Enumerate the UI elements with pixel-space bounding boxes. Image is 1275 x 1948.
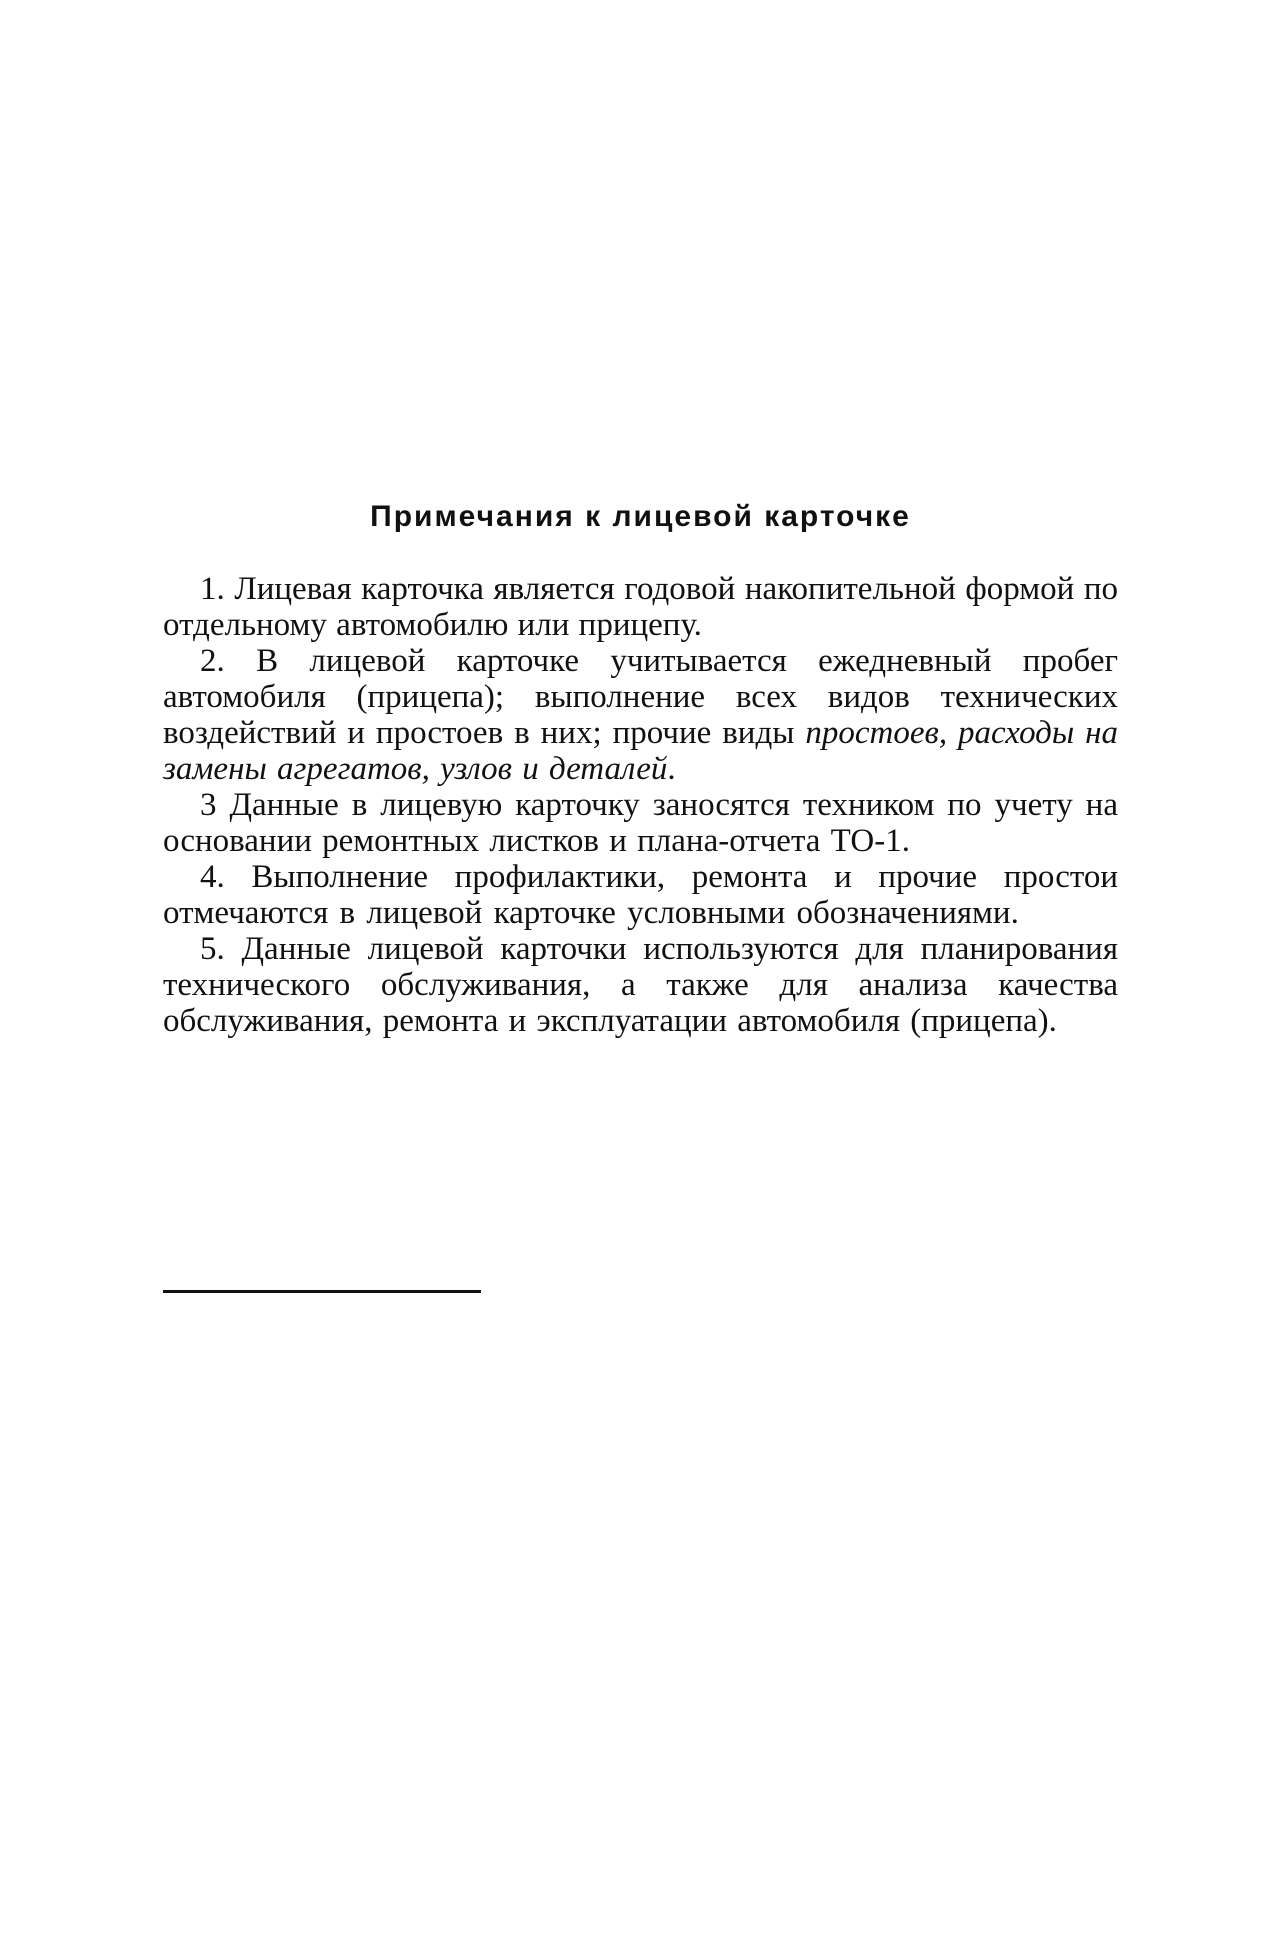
note-5: 5. Данные лицевой карточки используются для планирования технического обслуживания, а также для анализа качества обслуживания, ремонта и эксплуатации автомобиля (прицепа). <box>163 931 1118 1039</box>
note-4: 4. Выполнение профилактики, ремонта и прочие простои отмечаются в лицевой карточке условными обозначениями. <box>163 859 1118 931</box>
footer-rule <box>163 1290 481 1293</box>
note-2-text: 2. В лицевой карточке учитывается ежедневный пробег автомобиля (прицепа); выполнение всех видов технических воздействий и простоев в них; прочие виды <box>163 643 1118 751</box>
note-3: 3 Данные в лицевую карточку заносятся техником по учету на основании ремонтных листков и плана-отчета ТО-1. <box>163 787 1118 859</box>
note-2 <box>163 643 1118 787</box>
note-1: 1. Лицевая карточка является годовой накопительной формой по отдельному автомобилю или прицепу. <box>163 571 1118 643</box>
notes-list <box>163 571 1118 1039</box>
note-2-italic-text: простоев, расходы на замены агрегатов, узлов и деталей <box>163 715 1118 787</box>
page-title: Примечания к лицевой карточке <box>370 500 911 533</box>
note-2-tail: . <box>667 751 676 787</box>
